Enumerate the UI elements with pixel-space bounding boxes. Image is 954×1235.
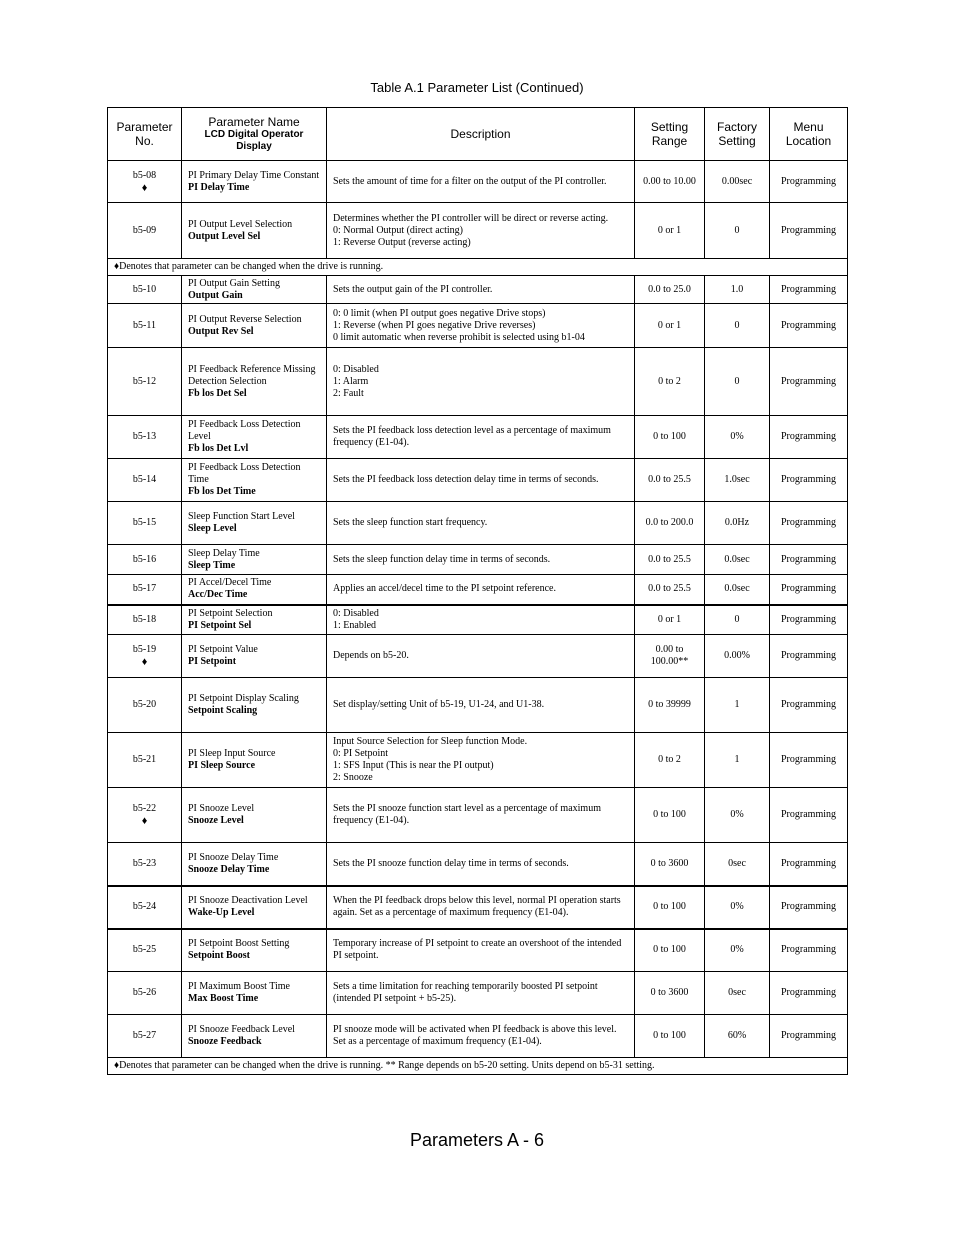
param-menu: Programming	[770, 348, 848, 416]
param-display: Snooze Level	[188, 815, 244, 826]
param-no-cell	[108, 678, 182, 733]
param-name: PI Snooze Deactivation Level	[188, 895, 308, 906]
param-menu: Programming	[770, 678, 848, 733]
param-description: Sets the PI snooze function delay time in terms of seconds.	[327, 843, 635, 886]
param-display: Sleep Level	[188, 523, 237, 534]
param-menu: Programming	[770, 161, 848, 203]
param-range: 0 to 2	[635, 348, 705, 416]
param-menu: Programming	[770, 733, 848, 788]
param-no-cell	[108, 788, 182, 843]
param-range: 0 to 100	[635, 886, 705, 929]
header-factory-setting: Factory Setting	[705, 108, 770, 161]
param-display: PI Sleep Source	[188, 760, 256, 771]
run-change-icon: ♦	[141, 181, 148, 194]
param-no-cell	[108, 348, 182, 416]
param-no: b5-18	[132, 613, 157, 625]
param-factory: 0.00%	[705, 635, 770, 678]
param-range: 0.0 to 25.5	[635, 459, 705, 502]
param-name: PI Feedback Loss Detection Level	[188, 419, 301, 442]
param-name-cell	[182, 304, 327, 348]
param-no-cell	[108, 575, 182, 605]
table-row	[108, 348, 848, 416]
param-description: Applies an accel/decel time to the PI setpoint reference.	[327, 575, 635, 605]
table-row	[108, 733, 848, 788]
param-factory: 0sec	[705, 972, 770, 1015]
param-range: 0 to 100	[635, 416, 705, 459]
param-display: Output Gain	[188, 289, 243, 301]
param-name: PI Output Level Selection	[188, 218, 293, 230]
table-body	[108, 161, 848, 1075]
table-row	[108, 635, 848, 678]
param-no: b5-19	[132, 644, 157, 655]
param-description: Sets the PI snooze function start level as a percentage of maximum frequency (E1-04).	[327, 788, 635, 843]
param-description: PI snooze mode will be activated when PI feedback is above this level. Set as a percentage of maximum frequency (E1-04).	[327, 1015, 635, 1058]
param-range: 0.00 to 10.00	[635, 161, 705, 203]
param-factory: 0sec	[705, 843, 770, 886]
run-change-icon: ♦	[141, 815, 148, 827]
param-description: Sets the sleep function delay time in terms of seconds.	[327, 545, 635, 575]
param-no-cell	[108, 886, 182, 929]
param-range: 0 or 1	[635, 304, 705, 348]
header-menu-location: Menu Location	[770, 108, 848, 161]
param-name: PI Feedback Loss Detection Time	[188, 462, 301, 485]
param-name-cell	[182, 605, 327, 635]
param-description: Depends on b5-20.	[327, 635, 635, 678]
param-factory: 0.00sec	[705, 161, 770, 203]
param-name: PI Feedback Reference Missing Detection Selection	[188, 363, 316, 387]
note-row	[108, 1058, 848, 1075]
param-description: Sets the PI feedback loss detection level as a percentage of maximum frequency (E1-04).	[327, 416, 635, 459]
param-name: PI Setpoint Boost Setting	[188, 938, 290, 950]
header-param-name-sub: LCD Digital Operator Display	[204, 129, 304, 152]
header-param-no: Parameter No.	[108, 108, 182, 161]
param-menu: Programming	[770, 276, 848, 304]
param-no-cell	[108, 502, 182, 545]
param-menu: Programming	[770, 203, 848, 259]
param-name: Sleep Delay Time	[188, 547, 260, 559]
table-row	[108, 929, 848, 972]
param-range: 0.0 to 25.5	[635, 575, 705, 605]
running-note-footer: ♦Denotes that parameter can be changed when the drive is running. ** Range depends on b5-20 setting. Units depend on b5-31 setting.	[108, 1058, 848, 1075]
table-row	[108, 575, 848, 605]
page-footer: Parameters A - 6	[409, 1130, 545, 1150]
param-factory: 60%	[705, 1015, 770, 1058]
table-row	[108, 304, 848, 348]
param-menu: Programming	[770, 416, 848, 459]
param-range: 0 to 3600	[635, 972, 705, 1015]
param-name-cell	[182, 502, 327, 545]
param-description: 0: Disabled 1: Alarm 2: Fault	[327, 348, 635, 416]
param-name: Sleep Function Start Level	[188, 511, 295, 522]
table-row	[108, 416, 848, 459]
param-range: 0 or 1	[635, 605, 705, 635]
param-description: Temporary increase of PI setpoint to create an overshoot of the intended PI setpoint.	[327, 929, 635, 972]
param-no-cell	[108, 203, 182, 259]
param-no: b5-12	[132, 375, 157, 387]
param-name-cell	[182, 276, 327, 304]
param-description: Input Source Selection for Sleep function Mode. 0: PI Setpoint 1: SFS Input (This is near the PI output) 2: Snooze	[327, 733, 635, 788]
param-menu: Programming	[770, 605, 848, 635]
param-display: Acc/Dec Time	[188, 589, 248, 601]
param-range: 0 to 39999	[635, 678, 705, 733]
param-description: Set display/setting Unit of b5-19, U1-24, and U1-38.	[327, 678, 635, 733]
param-name-cell	[182, 972, 327, 1015]
param-factory: 0	[705, 605, 770, 635]
table-row	[108, 276, 848, 304]
param-menu: Programming	[770, 1015, 848, 1058]
param-name: PI Accel/Decel Time	[188, 577, 272, 589]
param-name-cell	[182, 161, 327, 203]
param-no-cell	[108, 304, 182, 348]
param-name-cell	[182, 678, 327, 733]
param-no-cell	[108, 972, 182, 1015]
param-display: Snooze Delay Time	[188, 863, 270, 875]
param-description: 0: Disabled 1: Enabled	[327, 605, 635, 635]
param-name: PI Primary Delay Time Constant	[188, 169, 320, 181]
param-factory: 1.0	[705, 276, 770, 304]
param-no-cell	[108, 276, 182, 304]
param-range: 0 to 100	[635, 929, 705, 972]
param-no: b5-14	[132, 474, 157, 485]
param-name: PI Output Gain Setting	[188, 277, 280, 289]
note-row	[108, 259, 848, 276]
param-display: Sleep Time	[188, 559, 236, 571]
table-row	[108, 545, 848, 575]
table-row	[108, 1015, 848, 1058]
param-factory: 0.0sec	[705, 575, 770, 605]
param-name: PI Setpoint Selection	[188, 607, 273, 619]
param-name: PI Output Reverse Selection	[188, 313, 302, 325]
table-row	[108, 788, 848, 843]
param-range: 0.0 to 25.5	[635, 545, 705, 575]
param-factory: 0%	[705, 416, 770, 459]
param-no: b5-22	[132, 803, 157, 814]
param-name-cell	[182, 459, 327, 502]
param-name: PI Sleep Input Source	[188, 748, 276, 759]
param-no-cell	[108, 161, 182, 203]
param-range: 0 to 2	[635, 733, 705, 788]
param-menu: Programming	[770, 972, 848, 1015]
param-factory: 0%	[705, 788, 770, 843]
header-description: Description	[327, 108, 635, 161]
param-no: b5-16	[132, 553, 157, 565]
param-menu: Programming	[770, 843, 848, 886]
param-no-cell	[108, 843, 182, 886]
param-factory: 0	[705, 203, 770, 259]
param-name-cell	[182, 348, 327, 416]
param-range: 0.0 to 200.0	[635, 502, 705, 545]
param-range: 0.0 to 25.0	[635, 276, 705, 304]
param-name-cell	[182, 733, 327, 788]
param-display: Output Rev Sel	[188, 325, 254, 337]
param-no: b5-24	[132, 901, 157, 912]
header-setting-range: Setting Range	[635, 108, 705, 161]
param-no: b5-21	[132, 754, 157, 765]
param-name: PI Snooze Feedback Level	[188, 1024, 295, 1035]
table-row	[108, 843, 848, 886]
param-name-cell	[182, 843, 327, 886]
param-menu: Programming	[770, 304, 848, 348]
param-no: b5-20	[132, 699, 157, 710]
param-display: Snooze Feedback	[188, 1036, 262, 1047]
param-menu: Programming	[770, 929, 848, 972]
param-factory: 0%	[705, 929, 770, 972]
param-factory: 1	[705, 678, 770, 733]
param-menu: Programming	[770, 788, 848, 843]
param-description: Sets the sleep function start frequency.	[327, 502, 635, 545]
param-display: PI Setpoint Sel	[188, 619, 252, 631]
param-no-cell	[108, 545, 182, 575]
header-param-name-label: Parameter Name	[208, 115, 300, 129]
param-factory: 0	[705, 304, 770, 348]
param-factory: 0.0sec	[705, 545, 770, 575]
param-range: 0 to 100	[635, 788, 705, 843]
param-display: PI Delay Time	[188, 181, 250, 193]
param-name-cell	[182, 788, 327, 843]
header-param-name	[182, 108, 327, 161]
table-row	[108, 502, 848, 545]
param-display: Setpoint Boost	[188, 950, 250, 962]
param-display: PI Setpoint	[188, 656, 237, 667]
table-caption: Table A.1 Parameter List (Continued)	[370, 80, 584, 95]
param-name: PI Snooze Delay Time	[188, 851, 279, 863]
param-name-cell	[182, 203, 327, 259]
table-row	[108, 161, 848, 203]
param-name: PI Setpoint Value	[188, 644, 258, 655]
param-range: 0 to 3600	[635, 843, 705, 886]
param-name-cell	[182, 1015, 327, 1058]
param-no-cell	[108, 416, 182, 459]
param-no: b5-27	[132, 1030, 157, 1041]
parameter-table	[107, 107, 848, 1075]
param-no: b5-08	[132, 169, 157, 181]
param-description: 0: 0 limit (when PI output goes negative Drive stops) 1: Reverse (when PI goes negative Drive reverses) 0 limit automatic when reverse prohibit is selected using b1-04	[327, 304, 635, 348]
param-name-cell	[182, 545, 327, 575]
param-menu: Programming	[770, 545, 848, 575]
param-name: PI Setpoint Display Scaling	[188, 693, 299, 704]
param-description: Sets the amount of time for a filter on the output of the PI controller.	[327, 161, 635, 203]
param-menu: Programming	[770, 459, 848, 502]
param-no: b5-15	[132, 517, 157, 528]
param-factory: 1	[705, 733, 770, 788]
param-description: Sets the output gain of the PI controller.	[327, 276, 635, 304]
param-no-cell	[108, 929, 182, 972]
param-display: Output Level Sel	[188, 230, 261, 242]
param-name-cell	[182, 635, 327, 678]
param-display: Fb los Det Time	[188, 486, 256, 497]
param-no-cell	[108, 635, 182, 678]
param-no: b5-09	[132, 224, 157, 236]
param-no: b5-17	[132, 583, 157, 595]
param-display: Max Boost Time	[188, 993, 259, 1004]
param-no: b5-23	[132, 857, 157, 869]
param-display: Wake-Up Level	[188, 907, 255, 918]
param-menu: Programming	[770, 502, 848, 545]
param-range: 0 or 1	[635, 203, 705, 259]
param-description: Determines whether the PI controller will be direct or reverse acting. 0: Normal Output (direct acting) 1: Reverse Output (reverse acting)	[327, 203, 635, 259]
param-factory: 0%	[705, 886, 770, 929]
param-range: 0 to 100	[635, 1015, 705, 1058]
param-display: Fb los Det Sel	[188, 387, 247, 399]
param-no-cell	[108, 733, 182, 788]
param-no-cell	[108, 1015, 182, 1058]
param-name: PI Maximum Boost Time	[188, 981, 290, 992]
param-description: Sets the PI feedback loss detection delay time in terms of seconds.	[327, 459, 635, 502]
param-no: b5-13	[132, 431, 157, 442]
param-range: 0.00 to 100.00**	[635, 635, 705, 678]
param-name-cell	[182, 886, 327, 929]
param-menu: Programming	[770, 575, 848, 605]
param-name-cell	[182, 416, 327, 459]
param-no: b5-11	[133, 319, 156, 331]
param-name: PI Snooze Level	[188, 803, 255, 814]
param-no: b5-10	[132, 283, 157, 295]
param-no-cell	[108, 459, 182, 502]
param-factory: 0	[705, 348, 770, 416]
table-row	[108, 203, 848, 259]
table-row	[108, 886, 848, 929]
running-note: ♦Denotes that parameter can be changed when the drive is running.	[108, 259, 848, 276]
param-description: When the PI feedback drops below this level, normal PI operation starts again. Set as a percentage of maximum frequency (E1-04).	[327, 886, 635, 929]
param-factory: 0.0Hz	[705, 502, 770, 545]
param-no: b5-25	[132, 944, 157, 956]
table-row	[108, 678, 848, 733]
param-factory: 1.0sec	[705, 459, 770, 502]
param-display: Setpoint Scaling	[188, 705, 258, 716]
param-no-cell	[108, 605, 182, 635]
param-description: Sets a time limitation for reaching temporarily boosted PI setpoint (intended PI setpoint + b5-25).	[327, 972, 635, 1015]
param-menu: Programming	[770, 886, 848, 929]
param-menu: Programming	[770, 635, 848, 678]
param-name-cell	[182, 575, 327, 605]
param-no: b5-26	[132, 987, 157, 998]
table-row	[108, 605, 848, 635]
table-row	[108, 459, 848, 502]
param-display: Fb los Det Lvl	[188, 443, 249, 454]
table-row	[108, 972, 848, 1015]
run-change-icon: ♦	[141, 656, 148, 668]
header-row	[108, 108, 848, 161]
param-name-cell	[182, 929, 327, 972]
